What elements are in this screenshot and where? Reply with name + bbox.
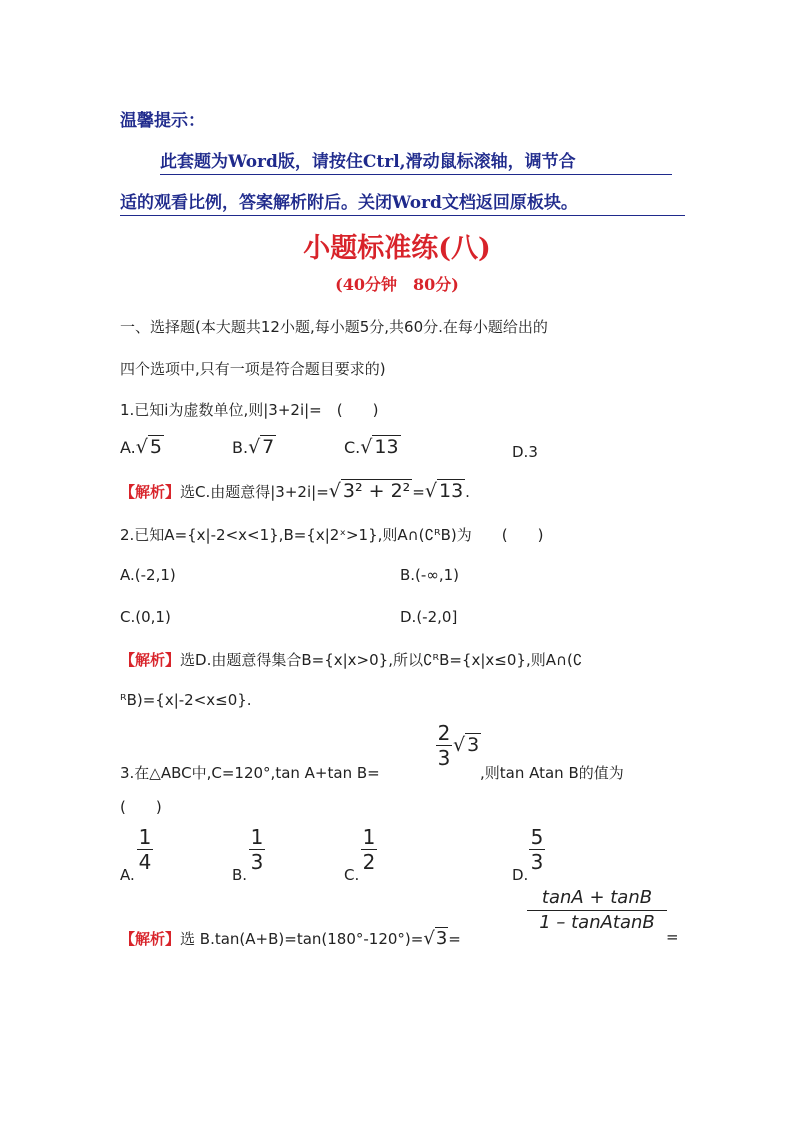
- q1-option-c-label: C.: [344, 438, 361, 457]
- page-subtitle: (40分钟 80分): [335, 275, 459, 294]
- q1-option-d: D.3: [512, 443, 538, 461]
- tips-heading: 温馨提示：: [120, 111, 205, 131]
- q3-option-a-label: A.: [120, 866, 135, 884]
- q2-solution-line-2: ᴿB)={x|-2<x≤0}.: [120, 691, 252, 709]
- q3-option-d: [529, 826, 545, 873]
- q1-option-c: C.√ 13: [344, 436, 399, 458]
- q2-solution-text: 选D.由题意得集合B={x|x>0},所以∁ᴿB={x|x≤0},则A∩(∁: [180, 651, 583, 669]
- q3-solution-fraction-num: tanA + tanB: [541, 887, 653, 908]
- section-intro-line-2: 四个选项中,只有一项是符合题目要求的): [120, 360, 386, 378]
- tips-line-1: 此套题为Word版，请按住Ctrl,滑动鼠标滚轴，调节合: [160, 147, 672, 175]
- q1-solution-eq: =: [412, 483, 425, 501]
- q3-stem-paren: ( ): [120, 798, 162, 816]
- q1-solution-radicand: 3² + 2²: [342, 480, 411, 502]
- q1-option-a-value: 5: [149, 436, 162, 458]
- q3-solution-sqrt-value: 3: [435, 928, 448, 949]
- q1-option-a: A.√ 5: [120, 436, 162, 458]
- q3-solution-text: 选 B.tan(A+B)=tan(180°-120°)=: [180, 930, 424, 948]
- q3-solution-end: =: [666, 928, 679, 946]
- q3-option-b-label: B.: [232, 866, 248, 884]
- q3-solution-eq: =: [448, 930, 461, 948]
- q3-stem-sqrt: √ 3: [453, 734, 480, 756]
- q3-stem-fraction-num: 2: [437, 721, 451, 745]
- q3-option-a-num: 1: [138, 825, 152, 849]
- section-intro-line-1: 一、选择题(本大题共12小题,每小题5分,共60分.在每小题给出的: [120, 318, 548, 336]
- q2-option-a: A.(-2,1): [120, 566, 176, 584]
- q1-solution: 【解析】选C.由题意得|3+2i|=√ 3² + 2² =√ 13 .: [120, 480, 470, 502]
- q1-solution-value: 13: [438, 480, 464, 502]
- q2-solution-tag: 【解析】: [120, 651, 181, 669]
- q3-option-a-den: 4: [138, 850, 152, 874]
- q1-stem: 1.已知i为虚数单位,则|3+2i|= ( ): [120, 401, 379, 419]
- q3-option-d-den: 3: [530, 850, 544, 874]
- q2-solution-line-1: [120, 649, 582, 670]
- q1-solution-text: 选C.由题意得|3+2i|=: [180, 483, 329, 501]
- q1-option-b-value: 7: [262, 436, 275, 458]
- q3-stem-pre: 3.在△ABC中,C=120°,tan A+tan B=: [120, 764, 380, 782]
- q3-option-c: [361, 826, 377, 873]
- q2-option-d: D.(-2,0]: [400, 608, 458, 626]
- q1-option-b-label: B.: [232, 438, 249, 457]
- q3-option-c-num: 1: [362, 825, 376, 849]
- q1-solution-tag: 【解析】: [120, 483, 181, 501]
- q1-option-a-label: A.: [120, 438, 136, 457]
- q3-option-d-label: D.: [512, 866, 529, 884]
- q3-solution: 【解析】选 B.tan(A+B)=tan(180°-120°)=√3=: [120, 928, 461, 949]
- page-title: 小题标准练(八): [303, 233, 491, 264]
- q1-option-b: B.√ 7: [232, 436, 275, 458]
- q3-solution-fraction: [527, 887, 667, 934]
- q3-solution-fraction-den: 1 – tanAtanB: [539, 912, 655, 933]
- q3-stem-sqrt-value: 3: [467, 734, 480, 756]
- q3-stem-fraction-den: 3: [437, 746, 451, 770]
- q3-option-a: [137, 826, 153, 873]
- q3-option-b-num: 1: [250, 825, 264, 849]
- q3-stem-post: ,则tan Atan B的值为: [480, 764, 624, 782]
- q3-solution-tag: 【解析】: [120, 930, 181, 948]
- q3-option-d-num: 5: [530, 825, 544, 849]
- q2-option-c: C.(0,1): [120, 608, 171, 626]
- q1-option-c-value: 13: [374, 436, 399, 458]
- q3-option-c-label: C.: [344, 866, 360, 884]
- q2-option-b: B.(-∞,1): [400, 566, 459, 584]
- q3-option-b: [249, 826, 265, 873]
- q3-stem-fraction: [436, 722, 452, 769]
- q3-option-c-den: 2: [362, 850, 376, 874]
- q2-stem: 2.已知A={x|-2<x<1},B={x|2ˣ>1},则A∩(∁ᴿB)为 ( ): [120, 526, 544, 544]
- q1-solution-end: .: [465, 483, 470, 501]
- q3-option-b-den: 3: [250, 850, 264, 874]
- tips-line-2: 适的观看比例，答案解析附后。关闭Word文档返回原板块。: [120, 188, 685, 216]
